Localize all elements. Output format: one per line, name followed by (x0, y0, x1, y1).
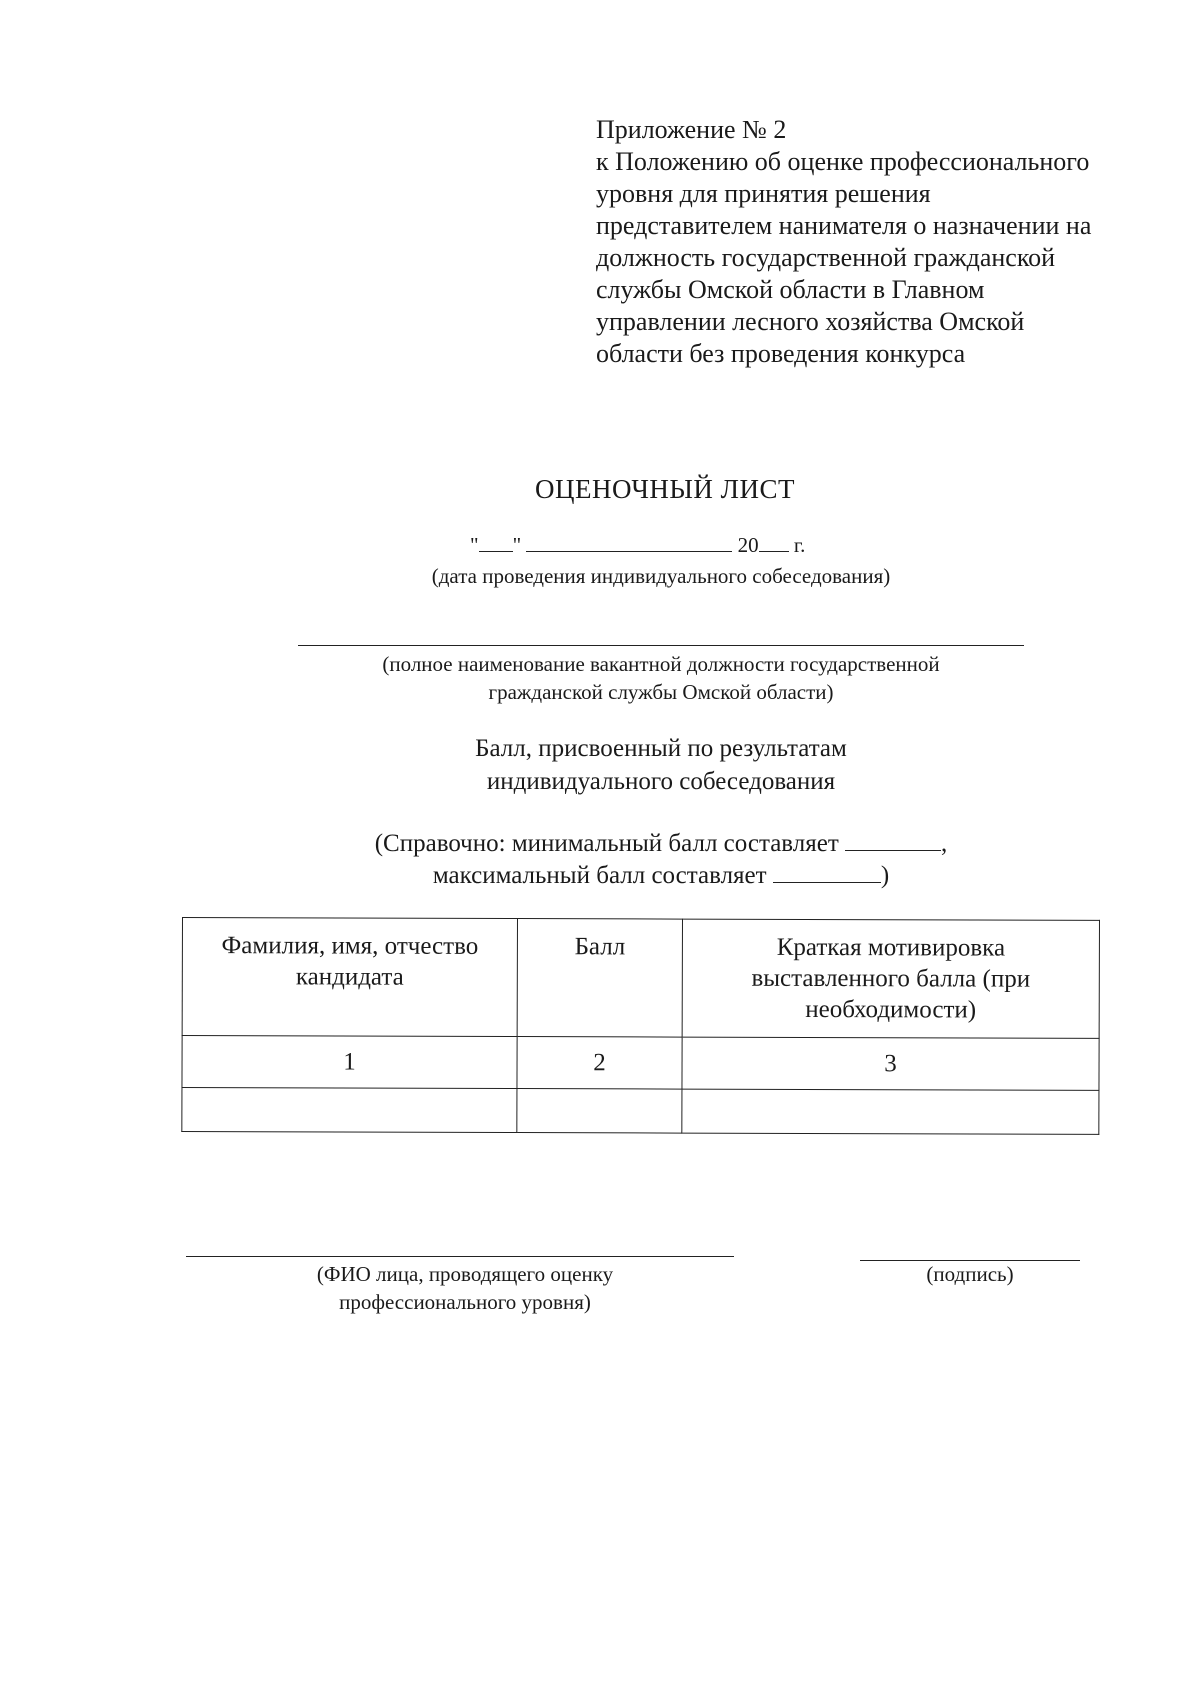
appendix-line: управлении лесного хозяйства Омской (596, 307, 1025, 336)
reference-min-line (0, 828, 1200, 860)
header-motivation (682, 919, 1099, 1038)
appendix-line: уровня для принятия решения (596, 179, 931, 208)
table-row (182, 1036, 1099, 1091)
reference-max-text: максимальный балл составляет (432, 862, 767, 889)
month-blank (526, 533, 732, 552)
header-candidate-name (182, 918, 517, 1037)
position-caption-line: гражданской службы Омской области) (488, 680, 834, 704)
date-open-quote: " (470, 533, 479, 557)
position-caption (0, 650, 1200, 706)
reference-note (0, 828, 1200, 892)
score-heading (0, 732, 1200, 798)
reference-max-line (0, 860, 1200, 892)
header-line: Краткая мотивировка (776, 933, 1006, 962)
signature-caption: (подпись) (926, 1262, 1014, 1286)
column-number: 3 (682, 1037, 1099, 1090)
min-score-blank (845, 830, 941, 851)
evaluator-caption-line: профессионального уровня) (339, 1290, 591, 1314)
candidate-name-cell (182, 1088, 517, 1133)
date-line (470, 533, 805, 558)
max-score-blank (773, 862, 881, 883)
reference-min-text: (Справочно: минимальный балл составляет (374, 830, 839, 857)
year-prefix: 20 (737, 533, 759, 557)
appendix-line: представителем нанимателя о назначении на (596, 211, 1092, 240)
position-caption-line: (полное наименование вакантной должности государственной (382, 652, 940, 676)
table-header-row (182, 918, 1099, 1039)
year-suffix: г. (793, 533, 806, 557)
score-heading-line: индивидуального собеседования (486, 768, 836, 795)
score-cell (517, 1089, 682, 1134)
position-line (298, 645, 1024, 646)
reference-max-end: ) (880, 862, 890, 889)
date-caption: (дата проведения индивидуального собеседования) (431, 564, 891, 588)
appendix-line: службы Омской области в Главном (596, 275, 985, 304)
score-heading-line: Балл, присвоенный по результатам (475, 735, 847, 762)
table-row (182, 1088, 1099, 1135)
date-close-quote: " (512, 533, 522, 557)
reference-min-end: , (941, 830, 948, 857)
evaluator-caption-line: (ФИО лица, проводящего оценку (316, 1262, 614, 1286)
appendix-line: Приложение № 2 (596, 115, 787, 144)
column-number: 1 (182, 1036, 517, 1089)
evaluator-name-caption (250, 1260, 680, 1316)
year-blank (759, 533, 789, 552)
document-title: ОЦЕНОЧНЫЙ ЛИСТ (535, 474, 795, 504)
day-blank (479, 533, 513, 552)
motivation-cell (682, 1089, 1099, 1134)
header-line: Балл (574, 933, 626, 961)
header-line: кандидата (295, 963, 404, 991)
appendix-header (596, 114, 1156, 370)
evaluator-name-line (186, 1256, 734, 1257)
header-line: необходимости) (805, 995, 977, 1024)
score-table (181, 917, 1100, 1135)
appendix-line: к Положению об оценке профессионального (596, 147, 1090, 176)
header-line: выставленного балла (при (751, 964, 1031, 993)
appendix-line: области без проведения конкурса (596, 339, 966, 368)
header-line: Фамилия, имя, отчество (221, 932, 479, 960)
appendix-line: должность государственной гражданской (596, 243, 1056, 272)
header-score (517, 919, 682, 1038)
signature-line (860, 1260, 1080, 1261)
column-number: 2 (517, 1037, 682, 1090)
